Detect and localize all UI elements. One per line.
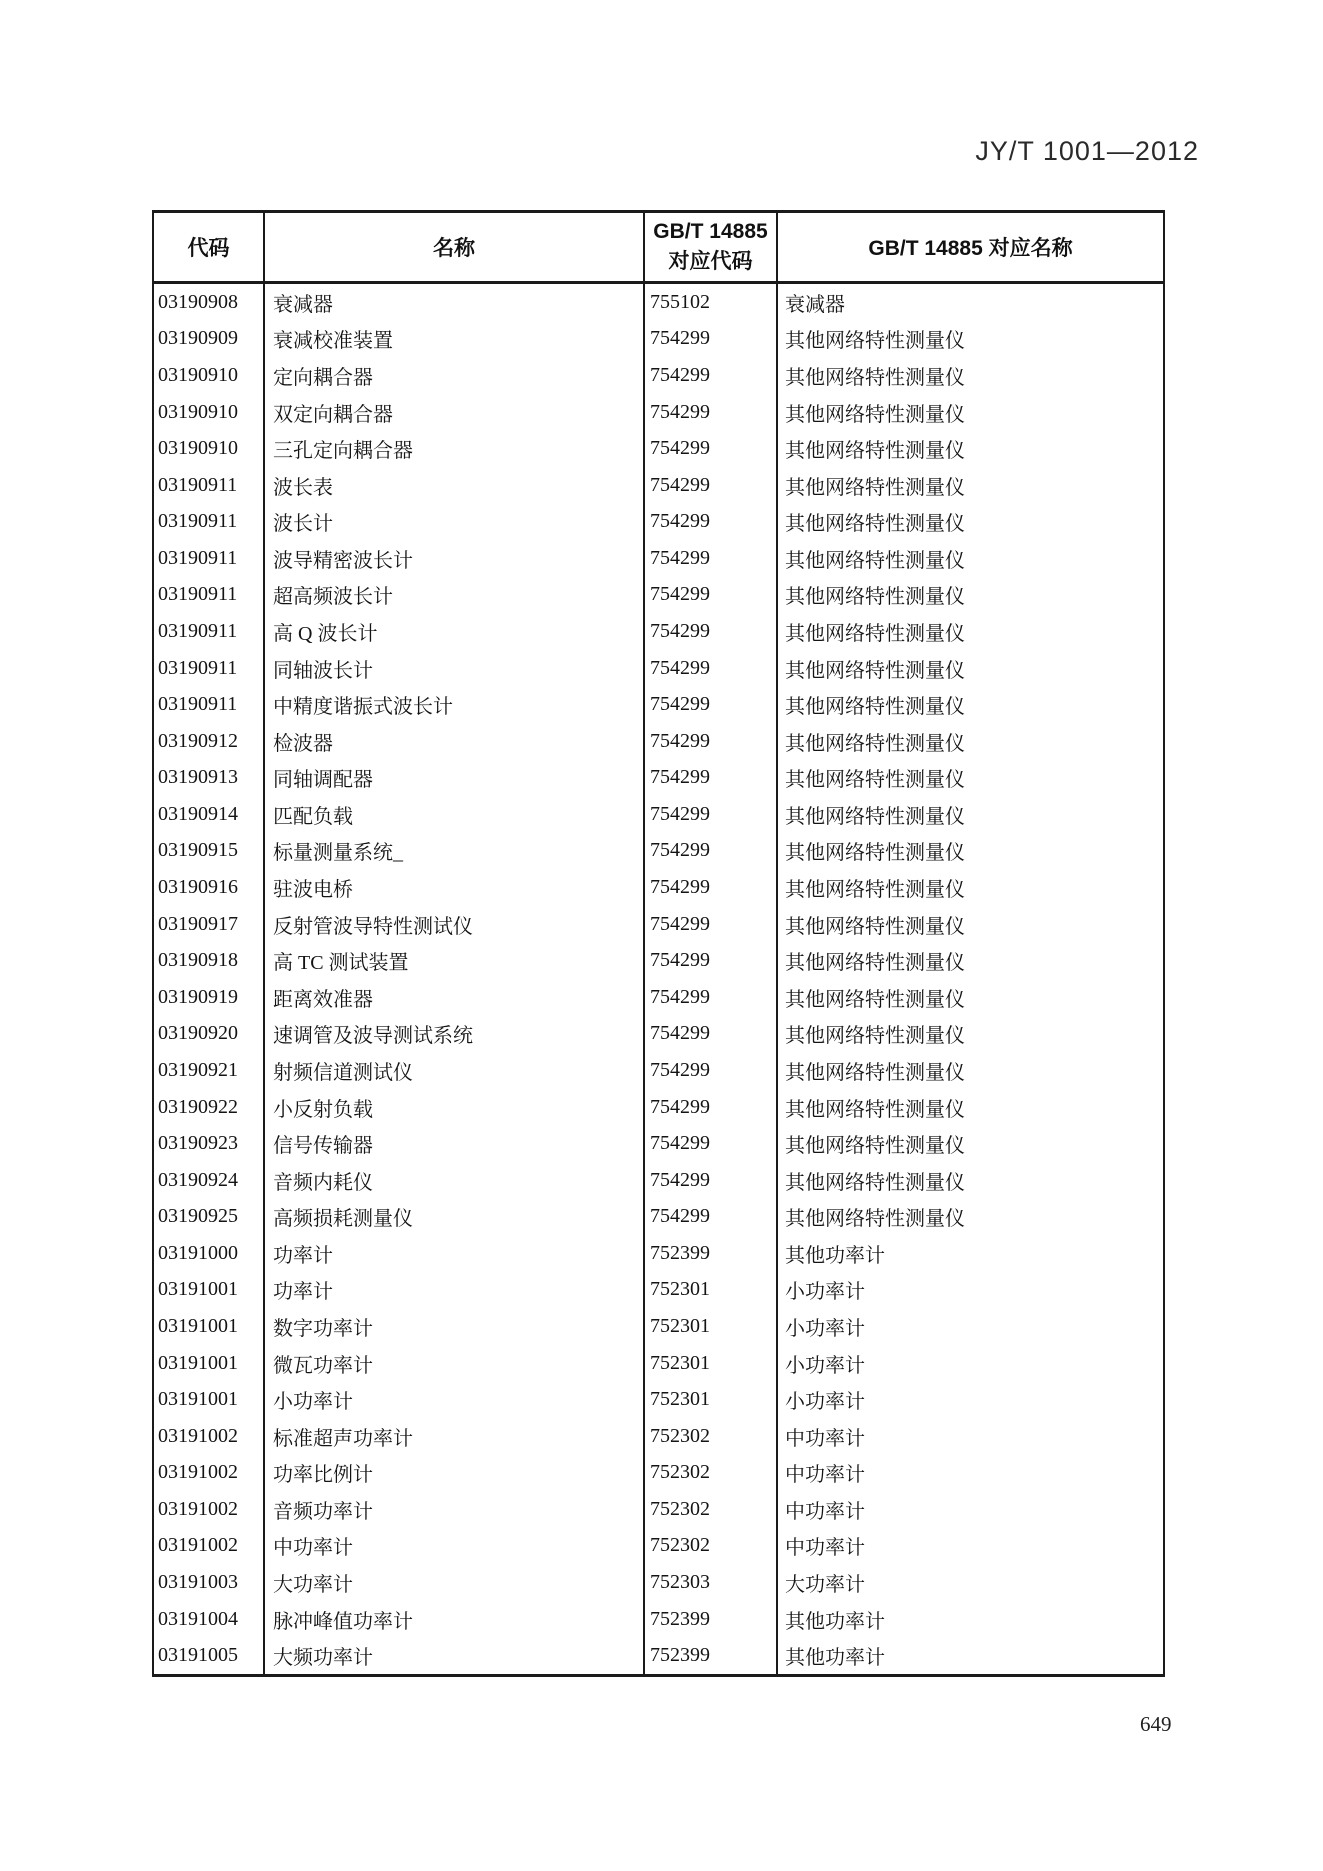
cell-code: 03191002	[154, 1455, 265, 1492]
cell-code: 03190919	[154, 979, 265, 1016]
table-row	[154, 942, 1163, 979]
cell-name: 反射管波导特性测试仪	[265, 906, 645, 943]
cell-gbt-name: 中功率计	[785, 1427, 865, 1450]
cell-gbt-code: 754299	[645, 1089, 778, 1126]
table-row	[154, 1235, 1163, 1272]
cell-code: 03190916	[154, 869, 265, 906]
cell-code: 03190911	[154, 577, 265, 614]
cell-name: 高 Q 波长计	[265, 613, 645, 650]
table-row	[154, 1381, 1163, 1418]
cell-code: 03191002	[154, 1418, 265, 1455]
header-name: 名称	[265, 213, 645, 281]
cell-name: 大频功率计	[265, 1637, 645, 1674]
cell-code: 03191004	[154, 1601, 265, 1638]
cell-name: 定向耦合器	[265, 357, 645, 394]
cell-gbt-name: 大功率计	[785, 1574, 865, 1597]
cell-gbt-name: 中功率计	[785, 1464, 865, 1487]
cell-gbt-name: 其他网络特性测量仪	[785, 366, 965, 389]
cell-code: 03190910	[154, 394, 265, 431]
cell-gbt-name: 其他网络特性测量仪	[785, 988, 965, 1011]
cell-gbt-name: 其他网络特性测量仪	[785, 622, 965, 645]
table-row	[154, 503, 1163, 540]
cell-code: 03191002	[154, 1528, 265, 1565]
cell-name: 微瓦功率计	[265, 1345, 645, 1382]
cell-name: 音频功率计	[265, 1491, 645, 1528]
table-row	[154, 1345, 1163, 1382]
cell-name: 射频信道测试仪	[265, 1052, 645, 1089]
cell-gbt-name: 中功率计	[785, 1537, 865, 1560]
cell-gbt-code: 755102	[645, 284, 778, 321]
table-row	[154, 430, 1163, 467]
cell-gbt-name: 其他网络特性测量仪	[785, 1098, 965, 1121]
table-row	[154, 1308, 1163, 1345]
table-row	[154, 686, 1163, 723]
cell-name: 衰减校准装置	[265, 321, 645, 358]
table-row	[154, 1528, 1163, 1565]
table-row	[154, 1564, 1163, 1601]
cell-code: 03190911	[154, 613, 265, 650]
cell-name: 功率计	[265, 1235, 645, 1272]
table-row	[154, 906, 1163, 943]
table-row	[154, 284, 1163, 321]
cell-name: 中精度谐振式波长计	[265, 686, 645, 723]
cell-gbt-code: 752301	[645, 1381, 778, 1418]
cell-code: 03191001	[154, 1345, 265, 1382]
cell-gbt-name: 其他网络特性测量仪	[785, 696, 965, 719]
header-code: 代码	[154, 213, 265, 281]
cell-name: 功率比例计	[265, 1455, 645, 1492]
cell-gbt-name: 中功率计	[785, 1500, 865, 1523]
cell-gbt-code: 752399	[645, 1235, 778, 1272]
cell-code: 03190911	[154, 540, 265, 577]
cell-code: 03190918	[154, 942, 265, 979]
cell-gbt-name: 小功率计	[785, 1391, 865, 1414]
cell-gbt-name: 其他网络特性测量仪	[785, 1171, 965, 1194]
table-row	[154, 1089, 1163, 1126]
cell-code: 03190911	[154, 503, 265, 540]
table-row	[154, 723, 1163, 760]
cell-gbt-code: 754299	[645, 321, 778, 358]
cell-name: 同轴调配器	[265, 760, 645, 797]
doc-number: JY/T 1001—2012	[975, 136, 1199, 166]
table-row	[154, 1418, 1163, 1455]
header-gbt-code-line1: GB/T 14885	[653, 219, 768, 243]
cell-gbt-code: 754299	[645, 869, 778, 906]
table-row	[154, 796, 1163, 833]
cell-name: 小反射负载	[265, 1089, 645, 1126]
cell-name: 脉冲峰值功率计	[265, 1601, 645, 1638]
header-gbt-code-line2: 对应代码	[668, 250, 753, 273]
cell-name: 大功率计	[265, 1564, 645, 1601]
cell-gbt-name: 小功率计	[785, 1354, 865, 1377]
cell-name: 信号传输器	[265, 1125, 645, 1162]
cell-code: 03190911	[154, 467, 265, 504]
table-row	[154, 833, 1163, 870]
header-gbt-code	[645, 213, 778, 281]
cell-gbt-code: 754299	[645, 796, 778, 833]
cell-gbt-name: 其他网络特性测量仪	[785, 1208, 965, 1231]
cell-code: 03191000	[154, 1235, 265, 1272]
cell-gbt-name: 其他网络特性测量仪	[785, 732, 965, 755]
table-row	[154, 1601, 1163, 1638]
cell-name: 同轴波长计	[265, 650, 645, 687]
cell-gbt-name: 其他网络特性测量仪	[785, 440, 965, 463]
cell-gbt-name: 其他网络特性测量仪	[785, 586, 965, 609]
cell-gbt-name: 其他网络特性测量仪	[785, 476, 965, 499]
cell-gbt-name: 其他网络特性测量仪	[785, 403, 965, 426]
table-row	[154, 1052, 1163, 1089]
table-row	[154, 1162, 1163, 1199]
cell-gbt-name: 其他网络特性测量仪	[785, 952, 965, 975]
table-row	[154, 613, 1163, 650]
cell-gbt-code: 754299	[645, 394, 778, 431]
cell-gbt-code: 754299	[645, 467, 778, 504]
table-row	[154, 1198, 1163, 1235]
table-row	[154, 760, 1163, 797]
cell-code: 03190910	[154, 430, 265, 467]
cell-name: 检波器	[265, 723, 645, 760]
cell-gbt-code: 752399	[645, 1637, 778, 1674]
cell-code: 03190922	[154, 1089, 265, 1126]
cell-gbt-name: 其他网络特性测量仪	[785, 513, 965, 536]
cell-code: 03190921	[154, 1052, 265, 1089]
header-gbt-name: GB/T 14885 对应名称	[868, 237, 1073, 260]
cell-code: 03190909	[154, 321, 265, 358]
cell-name: 双定向耦合器	[265, 394, 645, 431]
cell-gbt-code: 754299	[645, 540, 778, 577]
table-row	[154, 1491, 1163, 1528]
cell-gbt-code: 752302	[645, 1528, 778, 1565]
cell-gbt-name: 其他网络特性测量仪	[785, 1025, 965, 1048]
cell-name: 驻波电桥	[265, 869, 645, 906]
cell-name: 三孔定向耦合器	[265, 430, 645, 467]
cell-name: 高频损耗测量仪	[265, 1198, 645, 1235]
cell-gbt-code: 752301	[645, 1345, 778, 1382]
cell-code: 03190913	[154, 760, 265, 797]
cell-gbt-name: 其他功率计	[785, 1244, 885, 1267]
cell-gbt-code: 754299	[645, 1125, 778, 1162]
table-header-row	[154, 213, 1163, 284]
cell-name: 衰减器	[265, 284, 645, 321]
cell-gbt-code: 754299	[645, 686, 778, 723]
table-row	[154, 650, 1163, 687]
cell-name: 波长表	[265, 467, 645, 504]
cell-code: 03191001	[154, 1381, 265, 1418]
cell-gbt-name: 其他功率计	[785, 1647, 885, 1670]
cell-gbt-code: 754299	[645, 577, 778, 614]
cell-code: 03190925	[154, 1198, 265, 1235]
cell-gbt-name: 其他网络特性测量仪	[785, 915, 965, 938]
code-mapping-table	[152, 210, 1165, 1677]
cell-gbt-code: 754299	[645, 833, 778, 870]
cell-code: 03190924	[154, 1162, 265, 1199]
cell-gbt-name: 小功率计	[785, 1317, 865, 1340]
table-row	[154, 1272, 1163, 1309]
cell-gbt-code: 752302	[645, 1491, 778, 1528]
cell-code: 03191005	[154, 1637, 265, 1674]
cell-gbt-code: 752399	[645, 1601, 778, 1638]
cell-gbt-code: 752301	[645, 1272, 778, 1309]
cell-gbt-name: 衰减器	[785, 293, 845, 316]
cell-gbt-code: 754299	[645, 613, 778, 650]
table-body	[154, 284, 1163, 1674]
cell-gbt-code: 754299	[645, 942, 778, 979]
table-row	[154, 1637, 1163, 1674]
cell-gbt-code: 752303	[645, 1564, 778, 1601]
table-row	[154, 394, 1163, 431]
cell-code: 03190917	[154, 906, 265, 943]
cell-gbt-code: 754299	[645, 1016, 778, 1053]
cell-gbt-name: 其他网络特性测量仪	[785, 1061, 965, 1084]
table-row	[154, 1016, 1163, 1053]
table-row	[154, 357, 1163, 394]
cell-gbt-code: 754299	[645, 1052, 778, 1089]
table-row	[154, 869, 1163, 906]
cell-name: 中功率计	[265, 1528, 645, 1565]
table-row	[154, 1125, 1163, 1162]
cell-code: 03191003	[154, 1564, 265, 1601]
cell-name: 速调管及波导测试系统	[265, 1016, 645, 1053]
table-row	[154, 321, 1163, 358]
cell-code: 03190911	[154, 686, 265, 723]
cell-code: 03190911	[154, 650, 265, 687]
cell-name: 音频内耗仪	[265, 1162, 645, 1199]
cell-name: 超高频波长计	[265, 577, 645, 614]
cell-name: 功率计	[265, 1272, 645, 1309]
cell-gbt-code: 754299	[645, 1162, 778, 1199]
cell-name: 标准超声功率计	[265, 1418, 645, 1455]
cell-gbt-code: 754299	[645, 723, 778, 760]
cell-code: 03191002	[154, 1491, 265, 1528]
cell-gbt-name: 其他网络特性测量仪	[785, 769, 965, 792]
cell-gbt-code: 754299	[645, 503, 778, 540]
cell-code: 03190915	[154, 833, 265, 870]
cell-gbt-name: 其他网络特性测量仪	[785, 879, 965, 902]
cell-gbt-code: 754299	[645, 906, 778, 943]
cell-gbt-code: 752302	[645, 1418, 778, 1455]
cell-code: 03190910	[154, 357, 265, 394]
cell-gbt-name: 其他网络特性测量仪	[785, 842, 965, 865]
cell-gbt-code: 754299	[645, 979, 778, 1016]
cell-name: 波导精密波长计	[265, 540, 645, 577]
cell-gbt-code: 754299	[645, 357, 778, 394]
cell-name: 匹配负载	[265, 796, 645, 833]
table-row	[154, 577, 1163, 614]
cell-code: 03190908	[154, 284, 265, 321]
table-row	[154, 540, 1163, 577]
cell-code: 03190914	[154, 796, 265, 833]
cell-gbt-name: 其他功率计	[785, 1610, 885, 1633]
cell-gbt-name: 其他网络特性测量仪	[785, 1135, 965, 1158]
cell-gbt-code: 754299	[645, 650, 778, 687]
cell-gbt-code: 754299	[645, 1198, 778, 1235]
page-number: 649	[1140, 1712, 1172, 1736]
cell-name: 距离效准器	[265, 979, 645, 1016]
cell-name: 高 TC 测试装置	[265, 942, 645, 979]
cell-name: 波长计	[265, 503, 645, 540]
cell-name: 标量测量系统_	[265, 833, 645, 870]
cell-code: 03190920	[154, 1016, 265, 1053]
cell-gbt-name: 其他网络特性测量仪	[785, 659, 965, 682]
cell-code: 03191001	[154, 1308, 265, 1345]
cell-name: 小功率计	[265, 1381, 645, 1418]
cell-gbt-name: 其他网络特性测量仪	[785, 330, 965, 353]
cell-name: 数字功率计	[265, 1308, 645, 1345]
cell-gbt-code: 754299	[645, 430, 778, 467]
cell-gbt-code: 754299	[645, 760, 778, 797]
cell-code: 03190923	[154, 1125, 265, 1162]
cell-code: 03191001	[154, 1272, 265, 1309]
table-row	[154, 1455, 1163, 1492]
cell-gbt-name: 其他网络特性测量仪	[785, 805, 965, 828]
cell-gbt-code: 752302	[645, 1455, 778, 1492]
cell-gbt-name: 其他网络特性测量仪	[785, 549, 965, 572]
table-row	[154, 979, 1163, 1016]
table-row	[154, 467, 1163, 504]
cell-code: 03190912	[154, 723, 265, 760]
cell-gbt-code: 752301	[645, 1308, 778, 1345]
cell-gbt-name: 小功率计	[785, 1281, 865, 1304]
